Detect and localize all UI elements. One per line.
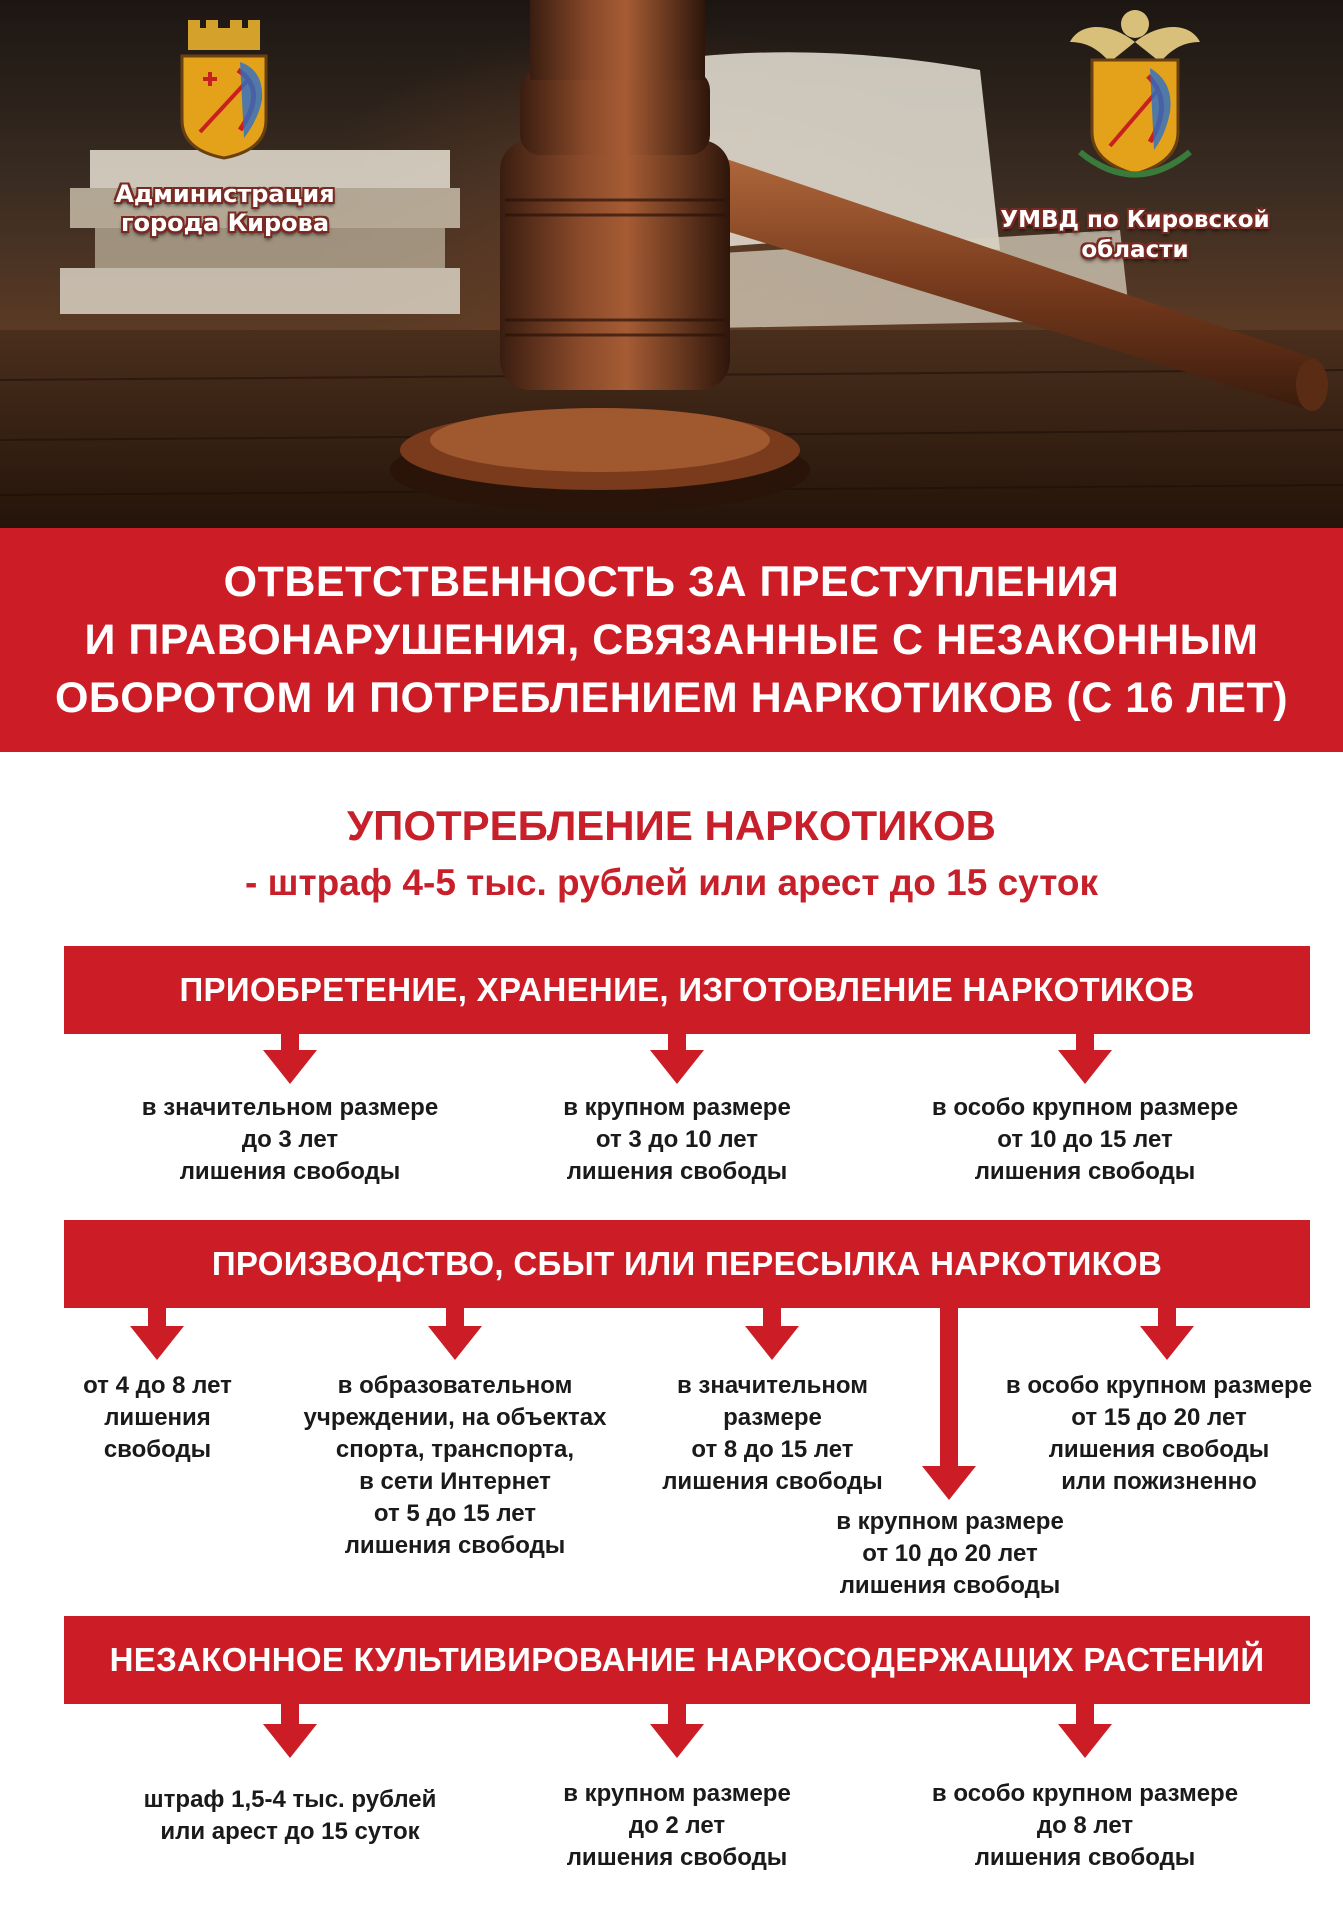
arrow-down-icon (745, 1308, 799, 1360)
cultivation-outcome-very-large: в особо крупном размере до 8 лет лишения свободы (931, 1780, 1239, 1871)
arrow-down-icon (1058, 1034, 1112, 1084)
arrow-down-icon (650, 1704, 704, 1756)
production-bar: ПРОИЗВОДСТВО, СБЫТ ИЛИ ПЕРЕСЫЛКА НАРКОТИКОВ (64, 1220, 1310, 1308)
city-coat-of-arms-icon (178, 20, 270, 160)
production-outcome-large: в крупном размере от 10 до 20 лет лишения свободы (836, 1508, 1064, 1599)
arrow-down-icon (263, 1034, 317, 1084)
cultivation-outcome-base: штраф 1,5-4 тыс. рублей или арест до 15 суток (143, 1786, 437, 1845)
cultivation-outcome-large: в крупном размере до 2 лет лишения свободы (563, 1780, 791, 1871)
hero-image (0, 0, 1343, 528)
arrow-down-icon (1140, 1308, 1194, 1360)
banner-line: И ПРАВОНАРУШЕНИЯ, СВЯЗАННЫЕ С НЕЗАКОННЫМ (84, 616, 1259, 664)
arrow-down-icon (1058, 1704, 1112, 1756)
acquisition-outcome-significant: в значительном размере до 3 лет лишения свободы (141, 1094, 439, 1185)
arrow-down-icon (650, 1034, 704, 1084)
banner-line: ОБОРОТОМ И ПОТРЕБЛЕНИЕМ НАРКОТИКОВ (С 16 ЛЕТ) (54, 674, 1289, 722)
main-title-banner (0, 528, 1343, 752)
arrow-down-icon (428, 1308, 482, 1360)
drug-use-title: УПОТРЕБЛЕНИЕ НАРКОТИКОВ (347, 802, 996, 849)
arrow-down-long-icon (922, 1308, 976, 1500)
production-outcome-special-places: в образовательном учреждении, на объектах спорта, транспорта, в сети Интернет от 5 до 15 лет лишения свободы (303, 1372, 607, 1559)
production-outcome-base: от 4 до 8 лет лишения свободы (83, 1372, 232, 1463)
production-outcome-very-large: в особо крупном размере от 15 до 20 лет лишения свободы или пожизненно (1005, 1372, 1313, 1495)
police-emblem-icon (1070, 2, 1200, 192)
production-outcome-significant: в значительном размере от 8 до 15 лет лишения свободы (662, 1372, 883, 1495)
arrow-down-icon (130, 1308, 184, 1360)
drug-use-penalty: - штраф 4-5 тыс. рублей или арест до 15 суток (245, 862, 1098, 903)
arrow-down-icon (263, 1704, 317, 1756)
police-department-label: УМВД по Кировской области (1000, 207, 1270, 263)
acquisition-outcome-large: в крупном размере от 3 до 10 лет лишения свободы (563, 1094, 791, 1185)
city-administration-label: Администрация города Кирова (115, 180, 335, 237)
acquisition-bar: ПРИОБРЕТЕНИЕ, ХРАНЕНИЕ, ИЗГОТОВЛЕНИЕ НАРКОТИКОВ (64, 946, 1310, 1034)
cultivation-bar: НЕЗАКОННОЕ КУЛЬТИВИРОВАНИЕ НАРКОСОДЕРЖАЩИХ РАСТЕНИЙ (64, 1616, 1310, 1704)
acquisition-outcome-very-large: в особо крупном размере от 10 до 15 лет лишения свободы (931, 1094, 1239, 1185)
banner-line: ОТВЕТСТВЕННОСТЬ ЗА ПРЕСТУПЛЕНИЯ (223, 558, 1120, 606)
